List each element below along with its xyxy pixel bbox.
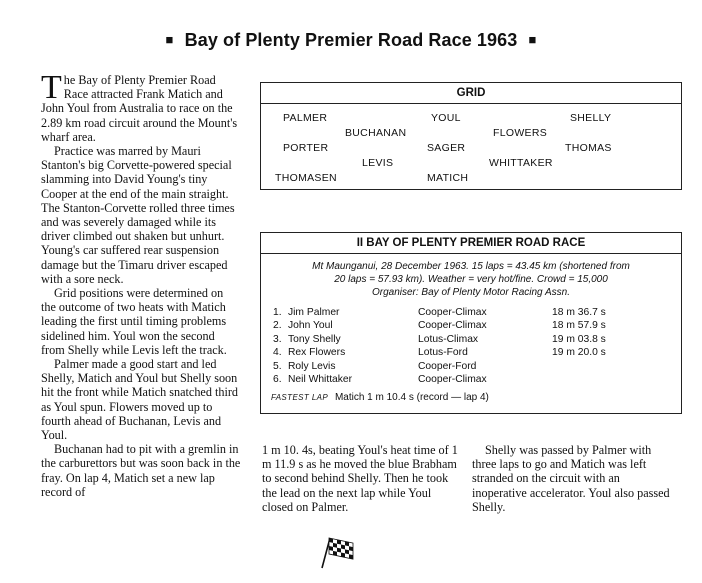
result-car: Cooper-Climax	[418, 373, 487, 385]
result-row	[261, 334, 681, 347]
grid-name-buchanan: BUCHANAN	[345, 127, 407, 139]
grid-name-flowers: FLOWERS	[493, 127, 548, 139]
paragraph-2: Practice was marred by Mauri Stanton's big Corvette-powered special slamming into David Young's tiny Cooper at the end of the main straight. The Stanton-Corvette rolled three times and was severely damaged while its driver climbed out shaken but unhurt. Young's car suffered rear suspension damage but the Timaru driver escaped with a sore neck.	[41, 144, 235, 286]
result-position: 3.	[273, 333, 282, 345]
result-row	[261, 347, 681, 360]
result-driver: Roly Levis	[288, 360, 336, 372]
article-column-2	[262, 443, 460, 514]
result-position: 5.	[273, 360, 282, 372]
title-bullet-left: ■	[165, 32, 174, 47]
paragraph-3: Grid positions were determined on the outcome of two heats with Matich leading the first until timing problems sidelined him. Youl won the second from Shelly while Levis left the track.	[41, 286, 227, 357]
title-bullet-right: ■	[528, 32, 537, 47]
paragraph-4: Palmer made a good start and led Shelly, Matich and Youl but Shelly soon hit the front while Matich snatched third as Youl spun. Flowers moved up to fourth ahead of Buchanan, Levis and Youl.	[41, 357, 238, 443]
paragraph-1-text: he Bay of Plenty Premier Road Race attracted Frank Matich and John Youl from Australia to race on the 2.89 km road circuit around the Mount's wharf area.	[41, 73, 238, 144]
race-info-line-1: Mt Maunganui, 28 December 1963. 15 laps = 43.45 km (shortened from	[312, 261, 630, 272]
result-driver: Rex Flowers	[288, 347, 346, 359]
paragraph-1	[41, 69, 241, 144]
grid-name-levis: LEVIS	[362, 157, 394, 169]
result-position: 6.	[273, 373, 282, 385]
grid-name-youl: YOUL	[431, 112, 461, 124]
result-time: 18 m 57.9 s	[552, 320, 606, 332]
result-car: Cooper-Climax	[418, 320, 487, 332]
grid-title: GRID	[261, 83, 681, 104]
result-row	[261, 307, 681, 320]
result-position: 2.	[273, 320, 282, 332]
grid-name-thomas: THOMAS	[565, 142, 612, 154]
result-row	[261, 320, 681, 333]
result-driver: Neil Whittaker	[288, 373, 353, 385]
result-time: 19 m 03.8 s	[552, 333, 606, 345]
result-position: 1.	[273, 307, 282, 318]
fastest-lap-value: Matich 1 m 10.4 s (record — lap 4)	[334, 392, 489, 403]
result-car: Cooper-Climax	[418, 307, 487, 318]
result-driver: Tony Shelly	[288, 333, 341, 345]
grid-name-porter: PORTER	[283, 142, 329, 154]
title-text: Bay of Plenty Premier Road Race 1963	[184, 30, 518, 50]
grid-name-sager: SAGER	[427, 142, 466, 154]
grid-name-thomasen: THOMASEN	[275, 172, 337, 184]
race-info	[261, 260, 681, 299]
results-table	[261, 307, 681, 387]
result-car: Lotus-Climax	[418, 333, 479, 345]
grid-name-shelly: SHELLY	[570, 112, 612, 124]
paragraph-5: Buchanan had to pit with a gremlin in the carburettors but was soon back in the fray. On lap 4, Matich set a new lap record of	[41, 442, 241, 499]
result-car: Cooper-Ford	[418, 360, 477, 372]
result-row	[261, 361, 681, 374]
checkered-flag-icon	[316, 532, 356, 572]
article-column-3	[472, 443, 677, 514]
grid-name-palmer: PALMER	[283, 112, 328, 124]
result-driver: John Youl	[288, 320, 333, 332]
result-car: Lotus-Ford	[418, 347, 468, 359]
race-results-box	[260, 232, 682, 414]
grid-box	[260, 82, 682, 190]
article-title	[0, 30, 702, 51]
race-title: II BAY OF PLENTY PREMIER ROAD RACE	[261, 233, 681, 254]
column-3-text: Shelly was passed by Palmer with three laps to go and Matich was left stranded on the circuit with an inoperative accelerator. Youl also passed Shelly.	[472, 443, 670, 514]
column-2-text: 1 m 10. 4s, beating Youl's heat time of 1 m 11.9 s as he moved the blue Brabham to second behind Shelly. Then he took the lead on the next lap while Youl closed on Palmer.	[262, 443, 458, 514]
race-info-line-3: Organiser: Bay of Plenty Motor Racing Assn.	[371, 287, 571, 298]
result-time: 19 m 20.0 s	[552, 347, 606, 359]
race-info-line-2: 20 laps = 57.93 km). Weather = very hot/fine. Crowd = 15,000	[334, 274, 608, 285]
fastest-lap	[271, 392, 489, 403]
article-column-1	[41, 69, 241, 499]
fastest-lap-label: FASTEST LAP	[271, 393, 329, 402]
result-row	[261, 374, 681, 387]
result-time: 18 m 36.7 s	[552, 307, 606, 318]
grid-name-whittaker: WHITTAKER	[489, 157, 553, 169]
dropcap: T	[41, 69, 62, 106]
result-driver: Jim Palmer	[288, 307, 340, 318]
result-position: 4.	[273, 347, 282, 359]
grid-name-matich: MATICH	[427, 172, 469, 184]
